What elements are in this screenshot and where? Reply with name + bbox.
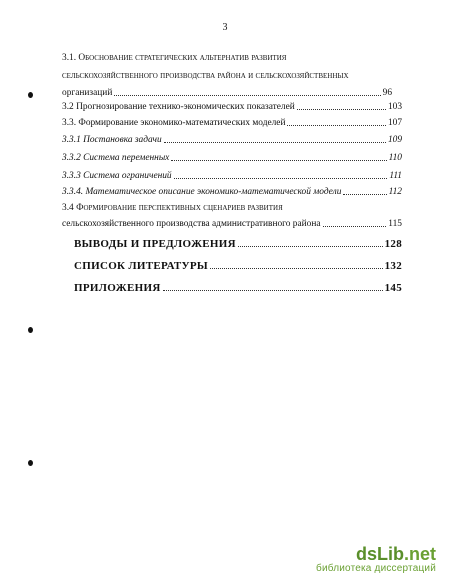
binder-mark [28, 327, 33, 333]
watermark-logo: dsLib.net [355, 544, 436, 564]
toc-label: ВЫВОДЫ И ПРЕДЛОЖЕНИЯ [74, 238, 236, 250]
toc-entry-3-1-line1: 3.1. Обоснование стратегических альтернатив развития [62, 53, 287, 63]
leader-dots [343, 193, 386, 195]
toc-label: 3.3. Формирование экономико-математических моделей [62, 118, 286, 128]
page-number: 3 [222, 22, 228, 33]
toc-page-number: 111 [389, 171, 402, 181]
leader-dots [287, 124, 385, 126]
toc-entry-references[interactable] [74, 260, 402, 272]
leader-dots [163, 289, 383, 291]
toc-entry-appendices[interactable] [74, 282, 402, 294]
toc-entry-3-3-2[interactable] [62, 152, 402, 164]
toc-label: 3.3.1 Постановка задачи [62, 135, 162, 145]
watermark [316, 545, 436, 574]
toc-page-number: 128 [384, 238, 402, 250]
toc-page-number: 115 [388, 219, 402, 229]
toc-page-number: 132 [384, 260, 402, 272]
leader-dots [171, 159, 386, 161]
toc-page-number: 96 [382, 88, 392, 98]
toc-entry-3-4-line1: 3.4 Формирование перспективных сценариев развития [62, 203, 283, 213]
watermark-subtitle: библиотека диссертаций [316, 563, 436, 574]
binder-mark [28, 92, 33, 98]
toc-page-number: 107 [387, 118, 402, 128]
leader-dots [210, 267, 383, 269]
toc-page-number: 145 [384, 282, 402, 294]
toc-entry-3-4[interactable] [62, 218, 402, 230]
toc-label: ПРИЛОЖЕНИЯ [74, 282, 161, 294]
toc-label: 3.3.2 Система переменных [62, 153, 170, 163]
toc-page-number: 103 [387, 102, 402, 112]
toc-page-number: 109 [387, 135, 402, 145]
leader-dots [297, 108, 386, 110]
toc-entry-3-3-3[interactable] [62, 170, 402, 182]
toc-entry-3-1[interactable] [62, 87, 392, 99]
toc-label: 3.3.3 Система ограничений [62, 171, 172, 181]
toc-label: 3.2 Прогнозирование технико-экономических показателей [62, 102, 295, 112]
toc-label: СПИСОК ЛИТЕРАТУРЫ [74, 260, 209, 272]
toc-entry-3-3-4[interactable] [62, 186, 402, 198]
toc-entry-conclusions[interactable] [74, 238, 402, 250]
leader-dots [238, 245, 383, 247]
binder-mark [28, 460, 33, 466]
toc-entry-3-3-1[interactable] [62, 134, 402, 146]
leader-dots [164, 141, 386, 143]
toc-page-number: 110 [388, 153, 402, 163]
leader-dots [323, 225, 387, 227]
toc-entry-3-2[interactable] [62, 101, 402, 113]
toc-label: сельскохозяйственного производства административного района [62, 219, 321, 229]
toc-entry-3-1-line2: сельскохозяйственного производства района и сельскохозяйственных [62, 71, 349, 81]
toc-entry-3-3[interactable] [62, 117, 402, 129]
toc-page-number: 112 [388, 187, 402, 197]
toc-label: 3.3.4. Математическое описание экономико-математической модели [62, 187, 342, 197]
leader-dots [174, 177, 388, 179]
leader-dots [114, 94, 380, 96]
toc-label: организаций [62, 88, 113, 98]
